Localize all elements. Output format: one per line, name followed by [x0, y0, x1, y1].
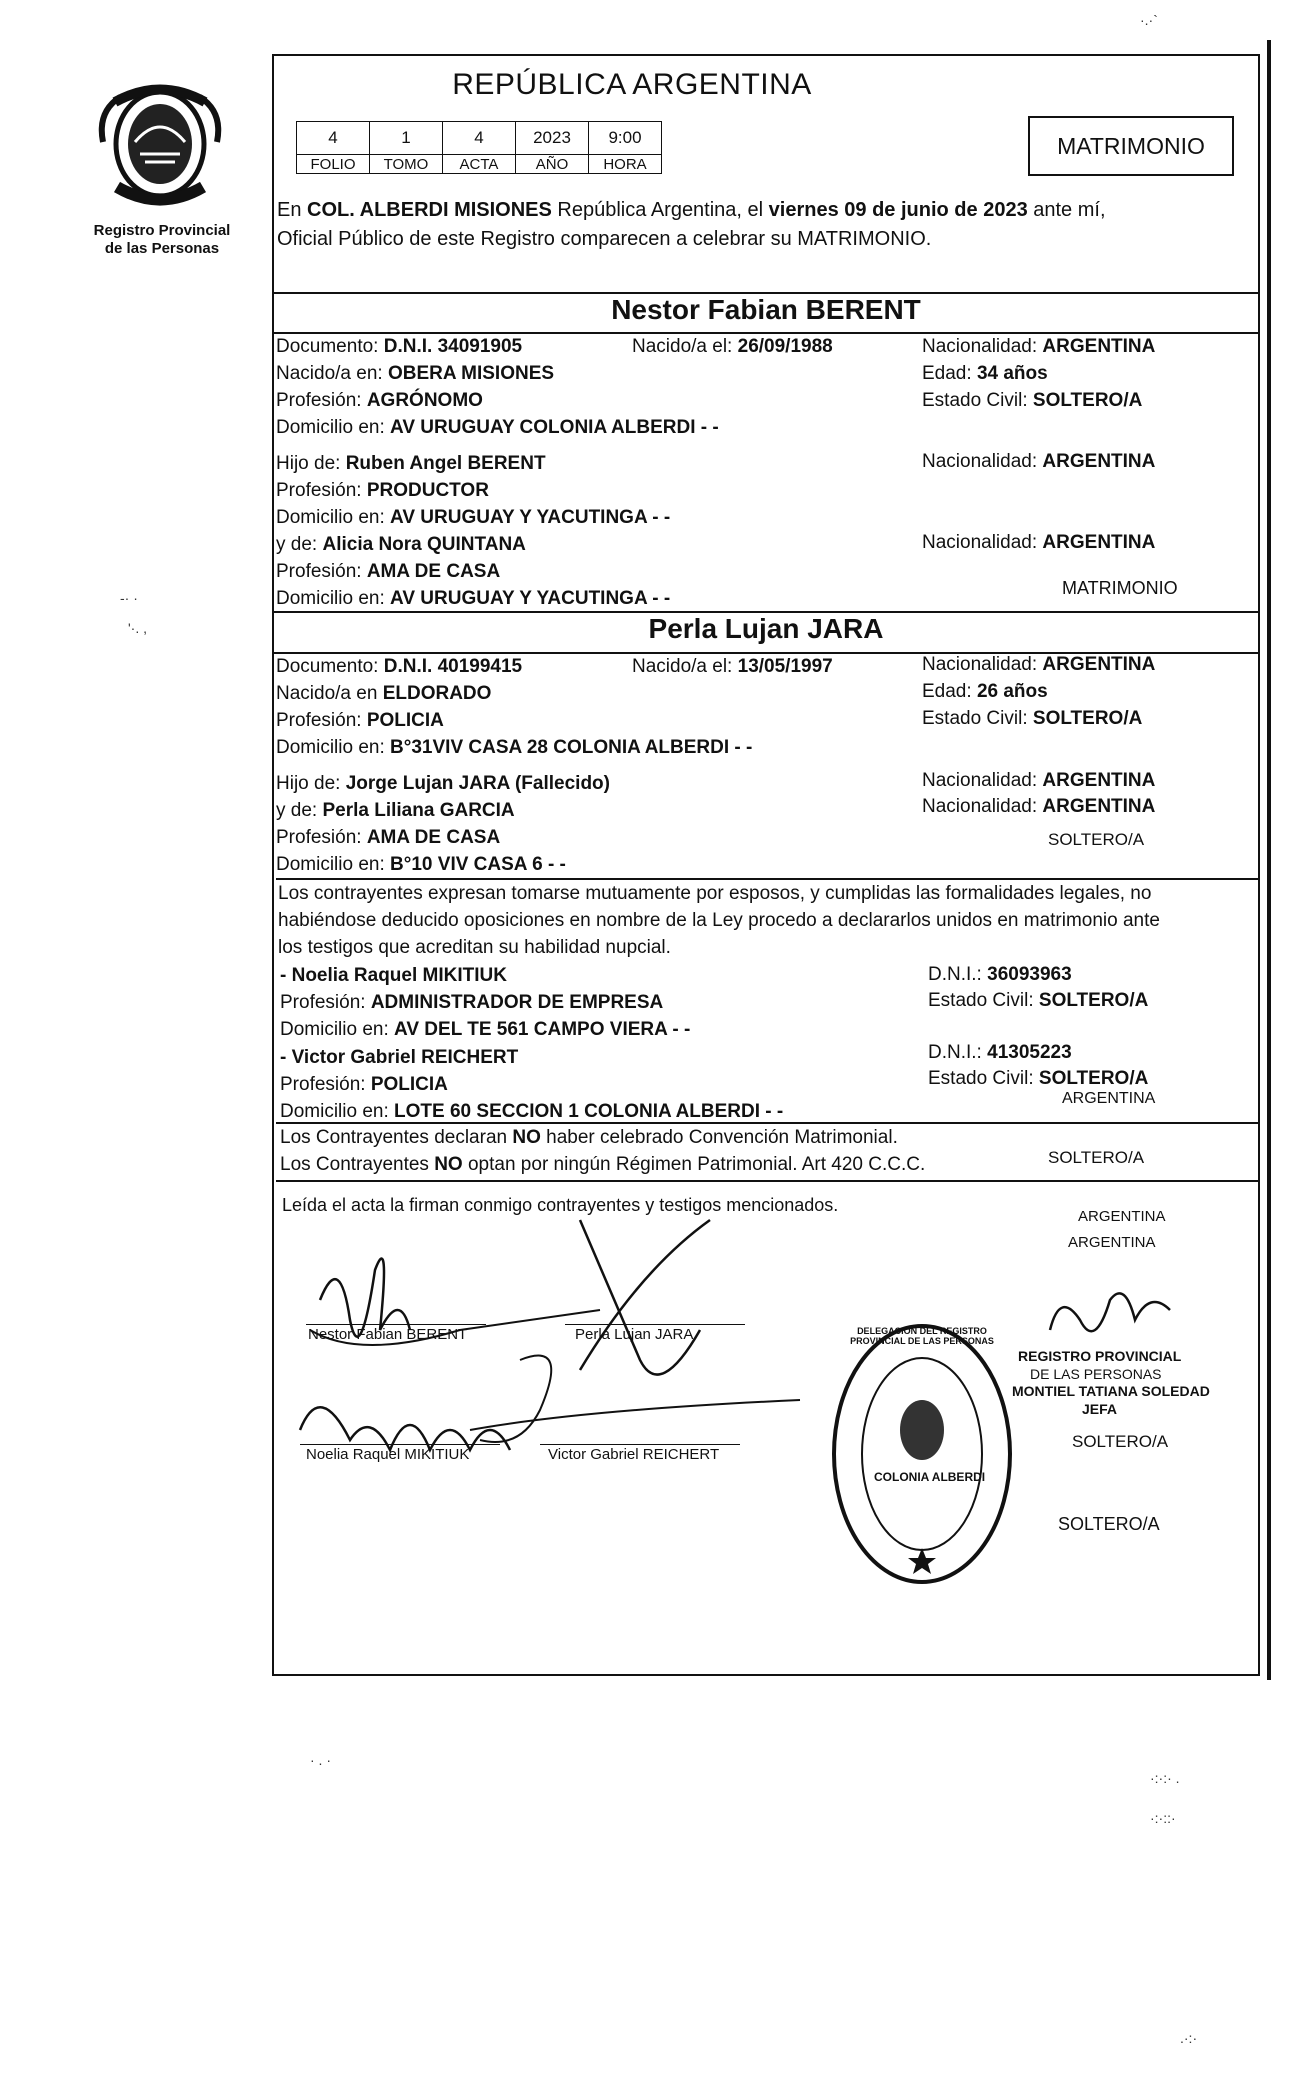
witness1-address: Domicilio en: AV DEL TE 561 CAMPO VIERA - -: [280, 1019, 691, 1040]
spouse1-birthplace: Nacido/a en: OBERA MISIONES: [276, 363, 555, 384]
scan-noise: ·:·:· .: [1150, 1770, 1180, 1786]
spouse1-father-profession: Profesión: PRODUCTOR: [276, 480, 489, 501]
spouse1-profession: Profesión: AGRÓNOMO: [276, 390, 483, 411]
bleed-text: ARGENTINA: [1068, 1234, 1156, 1251]
act-type-box: MATRIMONIO: [1028, 116, 1234, 176]
spouse1-father-address: Domicilio en: AV URUGUAY Y YACUTINGA - -: [276, 507, 671, 528]
witness1-dni: D.N.I.: 36093963: [928, 964, 1072, 985]
officer-stamp-line2: DE LAS PERSONAS: [1030, 1366, 1162, 1382]
scan-noise: ·:·::·: [1150, 1810, 1176, 1826]
spouse2-age: Edad: 26 años: [922, 681, 1048, 702]
spouse2-nationality: Nacionalidad: ARGENTINA: [922, 654, 1156, 675]
intro-paragraph: En COL. ALBERDI MISIONES República Argentina, el viernes 09 de junio de 2023 ante mí, Oficial Público de este Registro comparecen a celebrar su MATRIMONIO.: [277, 199, 1106, 250]
spouse1-mother: y de: Alicia Nora QUINTANA: [276, 534, 526, 555]
witness1-profession: Profesión: ADMINISTRADOR DE EMPRESA: [280, 992, 664, 1013]
declaration-paragraph: Los contrayentes expresan tomarse mutuamente por esposos, y cumplidas las formalidades legales, no habiéndose deducido oposiciones en nombre de la Ley procedo a declararlos unidos en matrimonio ante los testigos que acreditan su habilidad nupcial.: [278, 883, 1160, 958]
spouse2-mother-profession: Profesión: AMA DE CASA: [276, 827, 501, 848]
scan-noise: .·:·: [1180, 2030, 1198, 2046]
signature-label-witness2: Victor Gabriel REICHERT: [548, 1446, 720, 1463]
spouse2-address: Domicilio en: B°31VIV CASA 28 COLONIA ALBERDI - -: [276, 737, 753, 758]
spouse1-mother-address: Domicilio en: AV URUGUAY Y YACUTINGA - -: [276, 588, 671, 609]
officer-stamp-line3: MONTIEL TATIANA SOLEDAD: [1012, 1383, 1210, 1399]
anio-value: 2023: [516, 122, 589, 155]
spouse1-documento: Documento: D.N.I. 34091905: [276, 336, 523, 357]
seal-inner-text: COLONIA ALBERDI: [874, 1470, 986, 1484]
document-title: REPÚBLICA ARGENTINA: [452, 68, 812, 101]
signature-line: [300, 1444, 500, 1445]
divider: [276, 1180, 1260, 1182]
province-emblem: [95, 82, 225, 212]
bleed-text: MATRIMONIO: [1062, 578, 1178, 598]
witness2-profession: Profesión: POLICIA: [280, 1074, 448, 1095]
hora-label: HORA: [589, 155, 662, 174]
spouse2-civil-status: Estado Civil: SOLTERO/A: [922, 708, 1143, 729]
spouse1-father: Hijo de: Ruben Angel BERENT: [276, 453, 546, 474]
spouse2-father-nationality: Nacionalidad: ARGENTINA: [922, 770, 1156, 791]
spouse2-birthdate: Nacido/a el: 13/05/1997: [632, 656, 833, 677]
witness1-civil-status: Estado Civil: SOLTERO/A: [928, 990, 1149, 1011]
spouse1-name: Nestor Fabian BERENT: [611, 294, 921, 325]
closing-statement: Leída el acta la firman conmigo contrayentes y testigos mencionados.: [282, 1195, 839, 1215]
scan-noise: · . ·: [310, 1752, 331, 1768]
official-seal: [828, 1320, 1016, 1588]
officer-stamp-line4: JEFA: [1082, 1401, 1118, 1417]
signature-label-spouse1: Nestor Fabian BERENT: [308, 1326, 468, 1343]
spouse1-civil-status: Estado Civil: SOLTERO/A: [922, 390, 1143, 411]
witness2-address: Domicilio en: LOTE 60 SECCION 1 COLONIA ALBERDI - -: [280, 1101, 784, 1122]
bleed-text: SOLTERO/A: [1072, 1432, 1169, 1451]
spouse2-documento: Documento: D.N.I. 40199415: [276, 656, 523, 677]
seal-ring-text: DELEGACION DEL REGISTRO PROVINCIAL DE LAS PERSONAS: [850, 1326, 994, 1346]
folio-label: FOLIO: [297, 155, 370, 174]
hora-value: 9:00: [589, 122, 662, 155]
signature-label-spouse2: Perla Lujan JARA: [575, 1326, 694, 1343]
scan-noise: '·. ,: [128, 620, 148, 636]
scan-edge-line: [1267, 40, 1271, 1680]
spouse2-birthplace: Nacido/a en ELDORADO: [276, 683, 492, 704]
spouse1-mother-profession: Profesión: AMA DE CASA: [276, 561, 501, 582]
spouse1-mother-nationality: Nacionalidad: ARGENTINA: [922, 532, 1156, 553]
signature-line: [540, 1444, 740, 1445]
folio-value: 4: [297, 122, 370, 155]
spouse2-mother-address: Domicilio en: B°10 VIV CASA 6 - -: [276, 854, 566, 875]
witness1-name: - Noelia Raquel MIKITIUK: [280, 965, 507, 986]
record-number-table: [296, 121, 662, 174]
convention-statement: Los Contrayentes declaran NO haber celebrado Convención Matrimonial. Los Contrayentes NO optan por ningún Régimen Patrimonial. Art 420 C.C.C.: [280, 1127, 926, 1175]
witness2-dni: D.N.I.: 41305223: [928, 1042, 1072, 1063]
scan-noise: ·.·`: [1140, 12, 1158, 28]
bleed-text: ARGENTINA: [1078, 1208, 1166, 1225]
spouse1-birthdate: Nacido/a el: 26/09/1988: [632, 336, 833, 357]
scan-noise: -· ·: [120, 590, 138, 606]
spouse1-age: Edad: 34 años: [922, 363, 1048, 384]
anio-label: AÑO: [516, 155, 589, 174]
spouse1-address: Domicilio en: AV URUGUAY COLONIA ALBERDI - -: [276, 417, 719, 438]
bleed-text: SOLTERO/A: [1048, 830, 1145, 849]
acta-label: ACTA: [443, 155, 516, 174]
registry-label: Registro Provincial de las Personas: [93, 222, 231, 257]
officer-stamp-line1: REGISTRO PROVINCIAL: [1018, 1348, 1182, 1364]
signature-label-witness1: Noelia Raquel MIKITIUK: [306, 1446, 470, 1463]
officer-signature: [1040, 1280, 1180, 1350]
tomo-value: 1: [370, 122, 443, 155]
bleed-text: ARGENTINA: [1062, 1090, 1156, 1107]
tomo-label: TOMO: [370, 155, 443, 174]
spouse2-profession: Profesión: POLICIA: [276, 710, 444, 731]
acta-value: 4: [443, 122, 516, 155]
spouse2-name: Perla Lujan JARA: [648, 613, 884, 644]
spouse1-nationality: Nacionalidad: ARGENTINA: [922, 336, 1156, 357]
signature-line: [306, 1324, 486, 1325]
bleed-text: SOLTERO/A: [1048, 1148, 1145, 1167]
bleed-text: SOLTERO/A: [1058, 1514, 1160, 1534]
spouse2-mother-nationality: Nacionalidad: ARGENTINA: [922, 796, 1156, 817]
spouse2-mother: y de: Perla Liliana GARCIA: [276, 800, 515, 821]
witness2-name: - Victor Gabriel REICHERT: [280, 1047, 519, 1068]
witness2-civil-status: Estado Civil: SOLTERO/A: [928, 1068, 1149, 1089]
signature-line: [565, 1324, 745, 1325]
spouse2-father: Hijo de: Jorge Lujan JARA (Fallecido): [276, 773, 610, 794]
spouse1-father-nationality: Nacionalidad: ARGENTINA: [922, 451, 1156, 472]
